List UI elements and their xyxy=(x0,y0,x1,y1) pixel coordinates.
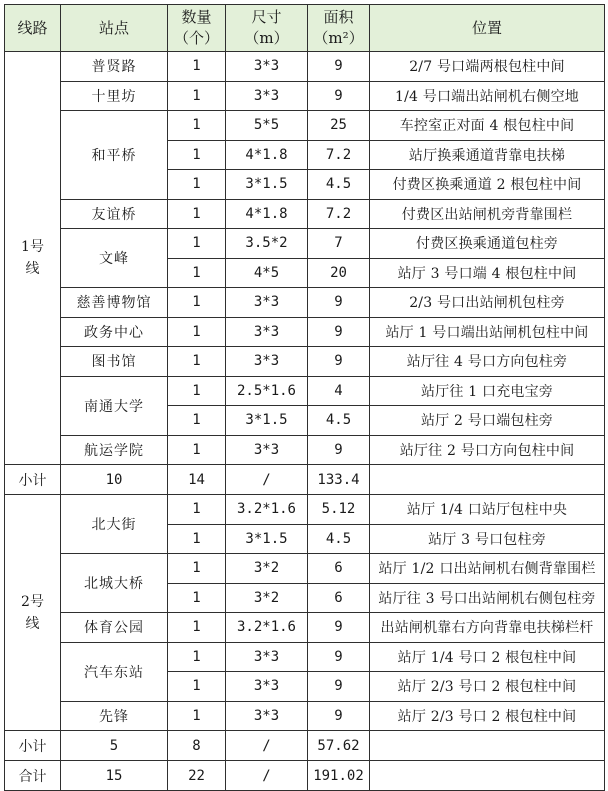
table-body xyxy=(5,52,605,791)
header-size-title: 尺寸 xyxy=(251,8,282,26)
subtotal-row-line2-stations: 5 xyxy=(61,731,168,761)
subtotal-row-line1-size: / xyxy=(226,465,308,495)
area-cell: 4.5 xyxy=(308,524,370,554)
area-cell: 20 xyxy=(308,258,370,288)
location-cell: 1/4 号口端出站闸机右侧空地 xyxy=(370,81,605,111)
quantity-cell: 1 xyxy=(168,317,226,347)
table-row xyxy=(5,642,605,672)
location-cell: 站厅往 1 口充电宝旁 xyxy=(370,376,605,406)
size-cell: 3*3 xyxy=(226,642,308,672)
size-cell: 3*3 xyxy=(226,317,308,347)
table-row xyxy=(5,317,605,347)
header-count xyxy=(168,5,226,52)
size-cell: 4*1.8 xyxy=(226,199,308,229)
location-cell: 站厅 2/3 号口 2 根包柱中间 xyxy=(370,701,605,731)
location-cell: 站厅往 3 号口出站闸机右侧包柱旁 xyxy=(370,583,605,613)
total-row-area: 191.02 xyxy=(308,761,370,791)
station-name: 普贤路 xyxy=(61,52,168,82)
subtotal-row-line2-area: 57.62 xyxy=(308,731,370,761)
location-cell: 站厅 3 号口包柱旁 xyxy=(370,524,605,554)
line-name-text: 1号 xyxy=(21,239,44,255)
header-size xyxy=(226,5,308,52)
header-line: 线路 xyxy=(5,5,61,52)
header-count-unit: （个） xyxy=(173,29,219,47)
quantity-cell: 1 xyxy=(168,170,226,200)
size-cell: 3.5*2 xyxy=(226,229,308,259)
station-name: 慈善博物馆 xyxy=(61,288,168,318)
quantity-cell: 1 xyxy=(168,524,226,554)
location-cell: 站厅 1 号口端出站闸机包柱中间 xyxy=(370,317,605,347)
size-cell: 3.2*1.6 xyxy=(226,613,308,643)
table-row xyxy=(5,52,605,82)
quantity-cell: 1 xyxy=(168,347,226,377)
table-row xyxy=(5,288,605,318)
total-row-location xyxy=(370,761,605,791)
area-cell: 4.5 xyxy=(308,406,370,436)
size-cell: 3*3 xyxy=(226,288,308,318)
subtotal-row-line2-quantity: 8 xyxy=(168,731,226,761)
area-cell: 9 xyxy=(308,701,370,731)
location-cell: 站厅 2 号口端包柱旁 xyxy=(370,406,605,436)
line-name-text: 线 xyxy=(25,615,40,632)
station-name: 十里坊 xyxy=(61,81,168,111)
size-cell: 3*3 xyxy=(226,347,308,377)
quantity-cell: 1 xyxy=(168,495,226,525)
quantity-cell: 1 xyxy=(168,406,226,436)
area-cell: 9 xyxy=(308,317,370,347)
size-cell: 3*3 xyxy=(226,701,308,731)
area-cell: 6 xyxy=(308,554,370,584)
subtotal-row-line1-location xyxy=(370,465,605,495)
line-name-text: 2号 xyxy=(21,593,44,610)
size-cell: 3*1.5 xyxy=(226,524,308,554)
table-header xyxy=(5,5,605,52)
area-cell: 9 xyxy=(308,642,370,672)
quantity-cell: 1 xyxy=(168,140,226,170)
area-cell: 4 xyxy=(308,376,370,406)
size-cell: 3*2 xyxy=(226,554,308,584)
area-cell: 9 xyxy=(308,52,370,82)
subtotal-row-line2 xyxy=(5,731,605,761)
station-name: 北大街 xyxy=(61,495,168,554)
size-cell: 3*3 xyxy=(226,52,308,82)
header-area-unit: （m²） xyxy=(313,29,364,47)
header-location: 位置 xyxy=(370,5,605,52)
location-cell: 站厅换乘通道背靠电扶梯 xyxy=(370,140,605,170)
location-cell: 站厅 1/4 口站厅包柱中央 xyxy=(370,495,605,525)
area-cell: 9 xyxy=(308,347,370,377)
area-cell: 4.5 xyxy=(308,170,370,200)
size-cell: 3.2*1.6 xyxy=(226,495,308,525)
station-name: 体育公园 xyxy=(61,613,168,643)
station-name: 先锋 xyxy=(61,701,168,731)
quantity-cell: 1 xyxy=(168,81,226,111)
header-area xyxy=(308,5,370,52)
total-row-stations: 15 xyxy=(61,761,168,791)
quantity-cell: 1 xyxy=(168,554,226,584)
table-row xyxy=(5,229,605,259)
location-cell: 车控室正对面 4 根包柱中间 xyxy=(370,111,605,141)
area-cell: 6 xyxy=(308,583,370,613)
location-cell: 站厅往 4 号口方向包柱旁 xyxy=(370,347,605,377)
location-cell: 付费区出站闸机旁背靠围栏 xyxy=(370,199,605,229)
size-cell: 3*1.5 xyxy=(226,170,308,200)
station-name: 汽车东站 xyxy=(61,642,168,701)
subtotal-row-line1-area: 133.4 xyxy=(308,465,370,495)
size-cell: 5*5 xyxy=(226,111,308,141)
size-cell: 3*2 xyxy=(226,583,308,613)
station-name: 友谊桥 xyxy=(61,199,168,229)
table-row xyxy=(5,376,605,406)
area-cell: 9 xyxy=(308,81,370,111)
subtotal-row-line1 xyxy=(5,465,605,495)
area-cell: 7.2 xyxy=(308,140,370,170)
line-name xyxy=(5,495,61,731)
size-cell: 2.5*1.6 xyxy=(226,376,308,406)
location-cell: 付费区换乘通道包柱旁 xyxy=(370,229,605,259)
size-cell: 4*1.8 xyxy=(226,140,308,170)
header-row xyxy=(5,5,605,52)
quantity-cell: 1 xyxy=(168,229,226,259)
area-cell: 5.12 xyxy=(308,495,370,525)
table-row xyxy=(5,81,605,111)
header-station: 站点 xyxy=(61,5,168,52)
total-row xyxy=(5,761,605,791)
location-cell: 2/3 号口出站闸机包柱旁 xyxy=(370,288,605,318)
quantity-cell: 1 xyxy=(168,376,226,406)
table-row xyxy=(5,199,605,229)
header-count-title: 数量 xyxy=(181,8,212,26)
location-cell: 站厅 1/2 口出站闸机右侧背靠围栏 xyxy=(370,554,605,584)
location-cell: 付费区换乘通道 2 根包柱中间 xyxy=(370,170,605,200)
total-row-size: / xyxy=(226,761,308,791)
area-cell: 7 xyxy=(308,229,370,259)
table-row xyxy=(5,347,605,377)
header-area-title: 面积 xyxy=(323,8,354,26)
area-cell: 9 xyxy=(308,288,370,318)
quantity-cell: 1 xyxy=(168,701,226,731)
station-name: 航运学院 xyxy=(61,435,168,465)
station-name: 和平桥 xyxy=(61,111,168,200)
location-cell: 站厅 3 号口端 4 根包柱中间 xyxy=(370,258,605,288)
quantity-cell: 1 xyxy=(168,642,226,672)
area-cell: 9 xyxy=(308,672,370,702)
subtotal-row-line2-size: / xyxy=(226,731,308,761)
size-cell: 3*3 xyxy=(226,81,308,111)
table-row xyxy=(5,111,605,141)
size-cell: 4*5 xyxy=(226,258,308,288)
quantity-cell: 1 xyxy=(168,111,226,141)
quantity-cell: 1 xyxy=(168,435,226,465)
total-row-label: 合计 xyxy=(5,761,61,791)
size-cell: 3*3 xyxy=(226,672,308,702)
station-name: 北城大桥 xyxy=(61,554,168,613)
table-row xyxy=(5,495,605,525)
size-cell: 3*3 xyxy=(226,435,308,465)
location-cell: 2/7 号口端两根包柱中间 xyxy=(370,52,605,82)
subtotal-row-line2-label: 小计 xyxy=(5,731,61,761)
quantity-cell: 1 xyxy=(168,199,226,229)
quantity-cell: 1 xyxy=(168,613,226,643)
location-cell: 站厅 2/3 号口 2 根包柱中间 xyxy=(370,672,605,702)
ad-locations-table xyxy=(4,4,605,791)
subtotal-row-line1-label: 小计 xyxy=(5,465,61,495)
quantity-cell: 1 xyxy=(168,288,226,318)
area-cell: 9 xyxy=(308,435,370,465)
subtotal-row-line1-quantity: 14 xyxy=(168,465,226,495)
station-name: 政务中心 xyxy=(61,317,168,347)
station-name: 图书馆 xyxy=(61,347,168,377)
area-cell: 9 xyxy=(308,613,370,643)
header-size-unit: （m） xyxy=(244,29,289,47)
size-cell: 3*1.5 xyxy=(226,406,308,436)
station-name: 南通大学 xyxy=(61,376,168,435)
subtotal-row-line2-location xyxy=(370,731,605,761)
location-cell: 站厅往 2 号口方向包柱中间 xyxy=(370,435,605,465)
total-row-quantity: 22 xyxy=(168,761,226,791)
table-row xyxy=(5,554,605,584)
table-row xyxy=(5,435,605,465)
location-cell: 站厅 1/4 号口 2 根包柱中间 xyxy=(370,642,605,672)
area-cell: 25 xyxy=(308,111,370,141)
line-name-text: 线 xyxy=(25,261,40,277)
quantity-cell: 1 xyxy=(168,583,226,613)
line-name xyxy=(5,52,61,465)
quantity-cell: 1 xyxy=(168,258,226,288)
quantity-cell: 1 xyxy=(168,672,226,702)
subtotal-row-line1-stations: 10 xyxy=(61,465,168,495)
location-cell: 出站闸机靠右方向背靠电扶梯栏杆 xyxy=(370,613,605,643)
table-row xyxy=(5,701,605,731)
table-row xyxy=(5,613,605,643)
quantity-cell: 1 xyxy=(168,52,226,82)
station-name: 文峰 xyxy=(61,229,168,288)
area-cell: 7.2 xyxy=(308,199,370,229)
